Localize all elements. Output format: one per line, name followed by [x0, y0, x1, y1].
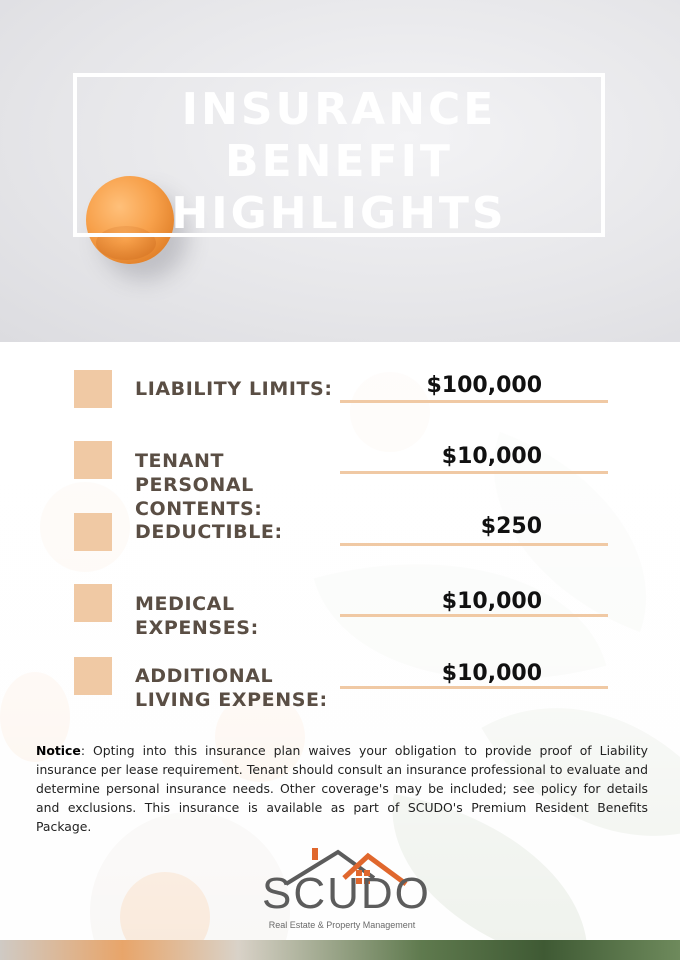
logo-tagline: Real Estate & Property Management	[268, 920, 416, 930]
page-title	[73, 84, 605, 240]
notice-lead: Notice	[36, 743, 81, 758]
benefit-label: LIABILITY LIMITS:	[135, 378, 333, 400]
benefit-label: MEDICAL EXPENSES:	[135, 593, 259, 639]
notice-paragraph	[36, 741, 648, 836]
benefit-value: $10,000	[441, 661, 542, 686]
bullet-square	[74, 657, 112, 695]
value-underline	[340, 614, 608, 617]
bullet-square	[74, 370, 112, 408]
benefit-value: $10,000	[441, 589, 542, 614]
benefit-value: $100,000	[426, 373, 542, 398]
value-underline	[340, 400, 608, 403]
bullet-square	[74, 441, 112, 479]
title-line-3: HIGHLIGHTS	[171, 188, 507, 239]
value-underline	[340, 543, 608, 546]
bullet-square	[74, 584, 112, 622]
benefit-label: DEDUCTIBLE:	[135, 521, 283, 543]
benefit-label: TENANT PERSONAL CONTENTS:	[135, 450, 263, 520]
benefit-value: $250	[480, 514, 542, 539]
footer-photo-strip	[0, 940, 680, 960]
notice-text: : Opting into this insurance plan waives your obligation to provide proof of Liability insurance per lease requirement. Tenant should consult an insurance professional to evaluate and determine personal insurance needs. Other coverage's may be included; see policy for details and exclusions. This insurance is available as part of SCUDO's Premium Resident Benefits Package.	[36, 743, 648, 834]
value-underline	[340, 686, 608, 689]
logo-wordmark: SCUDO	[262, 869, 431, 918]
benefit-value: $10,000	[441, 444, 542, 469]
benefit-label: ADDITIONAL LIVING EXPENSE:	[135, 665, 328, 711]
bullet-square	[74, 513, 112, 551]
title-line-2: BENEFIT	[225, 136, 453, 187]
title-line-1: INSURANCE	[181, 84, 497, 135]
value-underline	[340, 471, 608, 474]
